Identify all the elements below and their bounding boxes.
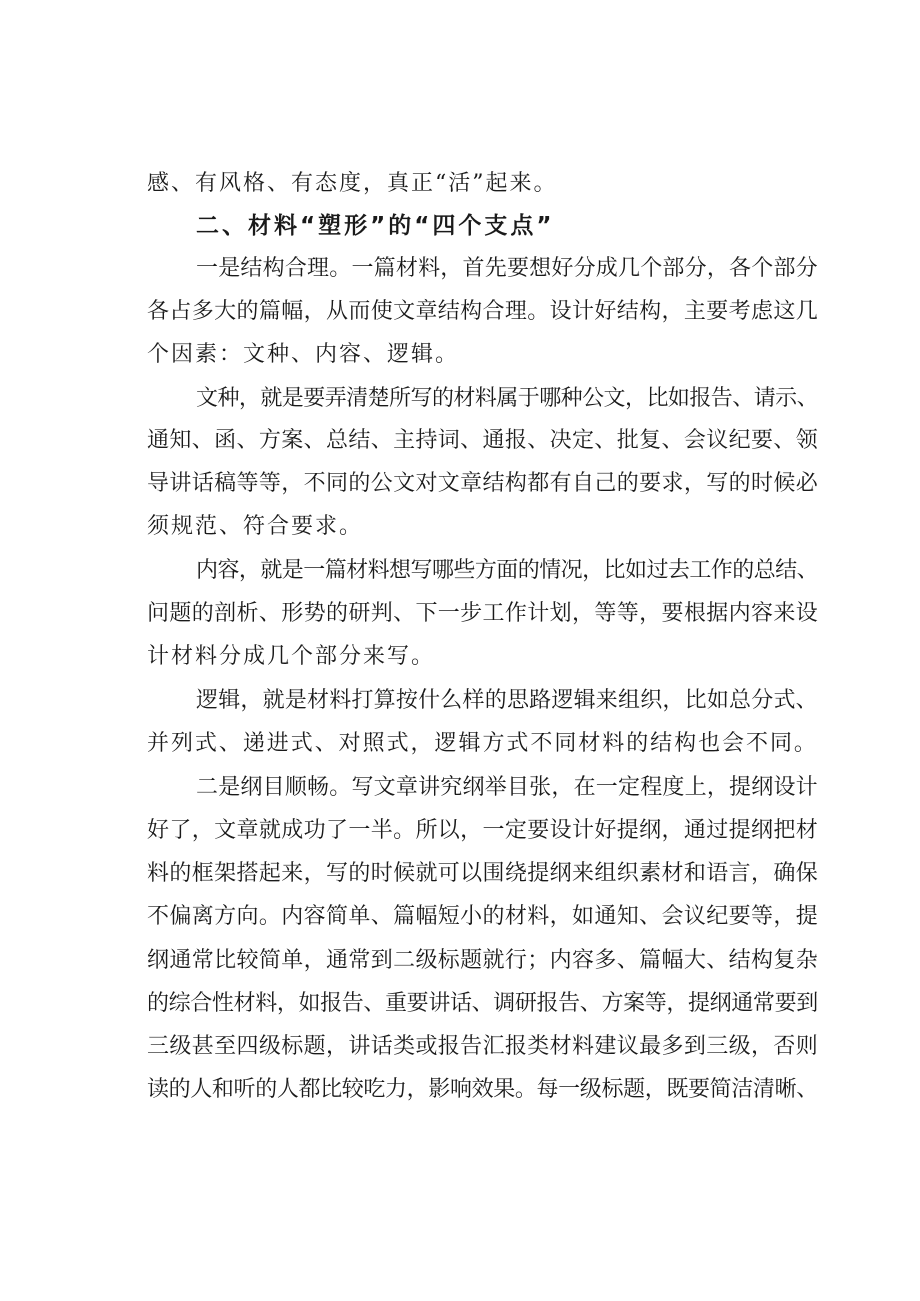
text-line: 纲通常比较简单，通常到二级标题就行；内容多、篇幅大、结构复杂 bbox=[147, 948, 819, 973]
section-heading: 二、材料“塑形”的“四个支点” bbox=[196, 213, 555, 239]
text-line: 读的人和听的人都比较吃力，影响效果。每一级标题，既要简洁清晰、 bbox=[147, 1077, 818, 1102]
text-line: 文种，就是要弄清楚所写的材料属于哪种公文，比如报告、请示、 bbox=[196, 386, 819, 411]
text-line: 并列式、递进式、对照式，逻辑方式不同材料的结构也会不同。 bbox=[147, 731, 818, 756]
text-line: 逻辑，就是材料打算按什么样的思路逻辑来组织，比如总分式、 bbox=[196, 688, 818, 713]
text-line: 个因素：文种、内容、逻辑。 bbox=[147, 342, 460, 367]
text-line: 料的框架搭起来，写的时候就可以围绕提纲来组织素材和语言，确保 bbox=[147, 861, 819, 886]
text-line: 的综合性材料，如报告、重要讲话、调研报告、方案等，提纲通常要到 bbox=[147, 991, 818, 1016]
text-line: 各占多大的篇幅，从而使文章结构合理。设计好结构，主要考虑这几 bbox=[147, 299, 819, 324]
text-line: 好了，文章就成功了一半。所以，一定要设计好提纲，通过提纲把材 bbox=[147, 818, 819, 843]
text-line: 导讲话稿等等，不同的公文对文章结构都有自己的要求，写的时候必 bbox=[147, 471, 819, 496]
text-line: 须规范、符合要求。 bbox=[147, 514, 364, 539]
text-line: 一是结构合理。一篇材料，首先要想好分成几个部分，各个部分 bbox=[196, 256, 818, 281]
text-line: 计材料分成几个部分来写。 bbox=[147, 644, 436, 669]
text-line: 不偏离方向。内容简单、篇幅短小的材料，如通知、会议纪要等，提 bbox=[147, 904, 819, 929]
text-line: 三级甚至四级标题，讲话类或报告汇报类材料建议最多到三级，否则 bbox=[147, 1034, 819, 1059]
text-line: 二是纲目顺畅。写文章讲究纲举目张，在一定程度上，提纲设计 bbox=[196, 775, 818, 800]
text-line: 感、有风格、有态度，真正“活”起来。 bbox=[147, 171, 558, 196]
text-line: 问题的剖析、形势的研判、下一步工作计划，等等，要根据内容来设 bbox=[147, 601, 819, 626]
text-line: 通知、函、方案、总结、主持词、通报、决定、批复、会议纪要、领 bbox=[147, 428, 819, 453]
text-line: 内容，就是一篇材料想写哪些方面的情况，比如过去工作的总结、 bbox=[196, 558, 819, 583]
